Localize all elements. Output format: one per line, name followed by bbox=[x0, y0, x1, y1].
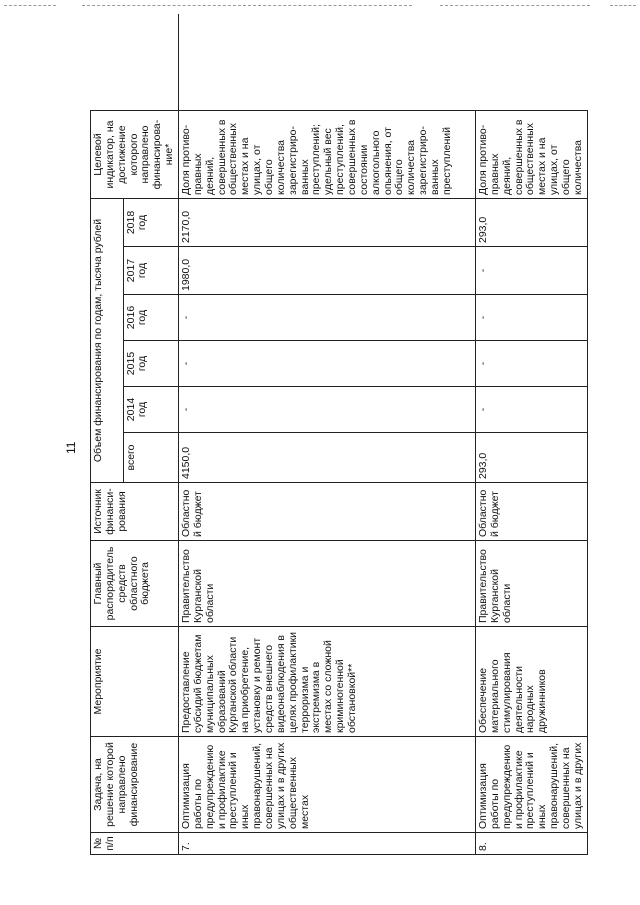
header-year-2015: 2015 год bbox=[123, 341, 178, 387]
cell-year-2016: - bbox=[476, 295, 588, 341]
cell-year-2018: 293,0 bbox=[476, 198, 588, 246]
cell-manager: Правительство Курганской области bbox=[476, 541, 588, 627]
cell-num: 7. bbox=[179, 833, 476, 855]
scan-edge-mark bbox=[440, 5, 590, 6]
cell-num: 8. bbox=[476, 833, 588, 855]
cell-empty bbox=[179, 14, 476, 110]
header-measure: Мероприятие bbox=[91, 627, 179, 737]
cell-total: 293,0 bbox=[476, 433, 588, 483]
cell-source: Областной бюджет bbox=[179, 483, 476, 541]
header-manager: Главный распорядитель средств областного бюджета bbox=[91, 541, 179, 627]
header-year-2014: 2014 год bbox=[123, 387, 178, 433]
header-empty bbox=[91, 14, 179, 110]
header-year-2018: 2018 год bbox=[123, 198, 178, 246]
cell-task: Оптимизация работы по предупреждению и профилактике преступлений и иных правонарушений, совершенных на улицах и в других общественных местах bbox=[179, 737, 476, 833]
header-total: всего bbox=[123, 433, 178, 483]
cell-year-2017: 1980,0 bbox=[179, 247, 476, 295]
cell-year-2017: - bbox=[476, 247, 588, 295]
table-row bbox=[476, 14, 588, 854]
cell-indicator: Доля противо-правных деяний, совершенных в общественных местах и на улицах, от общего количества зарегистриро-ванных преступлений; удельный вес преступлений, совершенных в состоянии алкогольного опьянения, от общего количества зарегистриро-ванных преступлений bbox=[179, 110, 476, 198]
cell-year-2016: - bbox=[179, 295, 476, 341]
page-number: 11 bbox=[64, 441, 78, 454]
header-num: № п/п bbox=[91, 833, 179, 855]
table-header-row bbox=[91, 14, 124, 854]
header-financing-group: Объем финансирования по годам, тысяча рублей bbox=[91, 198, 124, 482]
financing-table bbox=[90, 14, 588, 855]
header-year-2017: 2017 год bbox=[123, 247, 178, 295]
cell-empty bbox=[476, 14, 588, 110]
header-year-2016: 2016 год bbox=[123, 295, 178, 341]
cell-total: 4150,0 bbox=[179, 433, 476, 483]
scan-edge-mark bbox=[82, 5, 412, 6]
cell-year-2018: 2170,0 bbox=[179, 198, 476, 246]
cell-year-2015: - bbox=[476, 341, 588, 387]
cell-manager: Правительство Курганской области bbox=[179, 541, 476, 627]
header-task: Задача, на решение которой направлено финансирование bbox=[91, 737, 179, 833]
cell-year-2014: - bbox=[179, 387, 476, 433]
header-source: Источник финанси-рования bbox=[91, 483, 179, 541]
scan-edge-mark bbox=[4, 5, 56, 6]
table-row bbox=[179, 14, 476, 854]
scan-edge-mark bbox=[610, 5, 636, 6]
cell-indicator: Доля противо-правных деяний, совершенных в общественных местах и на улицах, от общего количества bbox=[476, 110, 588, 198]
cell-measure: Предоставление субсидий бюджетам муниципальных образований Курганской области на приобретение, установку и ремонт средств внешнего видеонаблюдения в целях профилактики терроризма и экстремизма в местах со сложной криминогенной обстановкой** bbox=[179, 627, 476, 737]
cell-year-2014: - bbox=[476, 387, 588, 433]
header-indicator: Целевой индикатор, на достижение которого направлено финансирова-ние* bbox=[91, 110, 179, 198]
cell-source: Областной бюджет bbox=[476, 483, 588, 541]
rotated-table-container bbox=[90, 65, 630, 855]
cell-task: Оптимизация работы по предупреждению и профилактике преступлений и иных правонарушений, совершенных на улицах и в других bbox=[476, 737, 588, 833]
cell-year-2015: - bbox=[179, 341, 476, 387]
cell-measure: Обеспечение материального стимулирования деятельности народных дружинников bbox=[476, 627, 588, 737]
